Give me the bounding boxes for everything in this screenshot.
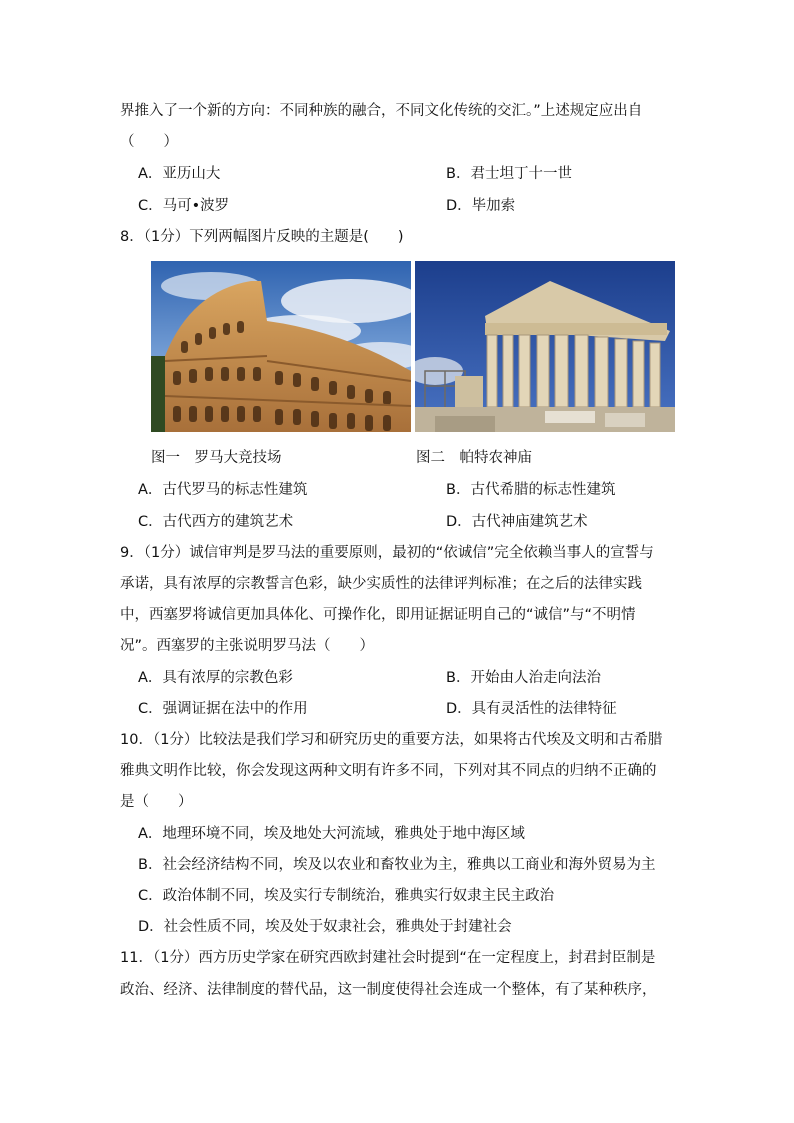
q8-option-b: B．古代希腊的标志性建筑 xyxy=(446,482,616,498)
colosseum-image xyxy=(151,261,411,432)
q8-option-c: C．古代西方的建筑艺术 xyxy=(138,514,294,530)
q7-option-d: D．毕加索 xyxy=(446,198,516,214)
q8-option-a: A．古代罗马的标志性建筑 xyxy=(138,482,308,498)
q9-option-d: D．具有灵活性的法律特征 xyxy=(446,701,617,717)
figure-2-caption: 图二 帕特农神庙 xyxy=(416,450,532,466)
q11-stem-line-2: 政治、经济、法律制度的替代品，这一制度使得社会连成一个整体，有了某种秩序， xyxy=(120,982,657,998)
parthenon-image xyxy=(415,261,675,432)
q9-option-b: B．开始由人治走向法治 xyxy=(446,670,601,686)
q7-stem-line-2: （ ） xyxy=(120,134,178,150)
q9-option-a: A．具有浓厚的宗教色彩 xyxy=(138,670,293,686)
q8-option-d: D．古代神庙建筑艺术 xyxy=(446,514,588,530)
q9-option-c: C．强调证据在法中的作用 xyxy=(138,701,308,717)
q10-option-a: A．地理环境不同，埃及地处大河流域，雅典处于地中海区域 xyxy=(138,826,525,842)
figure-1-caption: 图一 罗马大竞技场 xyxy=(151,450,282,466)
q9-stem-line-4: 况”。西塞罗的主张说明罗马法（ ） xyxy=(120,638,375,654)
q10-stem-line-3: 是（ ） xyxy=(120,794,193,810)
q10-stem-line-1: 10．（1分）比较法是我们学习和研究历史的重要方法，如果将古代埃及文明和古希腊 xyxy=(120,732,663,748)
q10-stem-line-2: 雅典文明作比较，你会发现这两种文明有许多不同，下列对其不同点的归纳不正确的 xyxy=(120,763,657,779)
q7-option-b: B．君士坦丁十一世 xyxy=(446,166,572,182)
q9-stem-line-2: 承诺，具有浓厚的宗教誓言色彩，缺少实质性的法律评判标准；在之后的法律实践 xyxy=(120,576,642,592)
q7-stem-line-1: 界推入了一个新的方向：不同种族的融合，不同文化传统的交汇。”上述规定应出自 xyxy=(120,103,643,119)
q10-option-b: B．社会经济结构不同，埃及以农业和畜牧业为主，雅典以工商业和海外贸易为主 xyxy=(138,857,656,873)
q7-option-c: C．马可•波罗 xyxy=(138,198,230,214)
q9-stem-line-3: 中，西塞罗将诚信更加具体化、可操作化，即用证据证明自己的“诚信”与“不明情 xyxy=(120,607,636,623)
q10-option-c: C．政治体制不同，埃及实行专制统治，雅典实行奴隶主民主政治 xyxy=(138,888,555,904)
q8-stem: 8．（1分）下列两幅图片反映的主题是( ) xyxy=(120,229,404,245)
q9-stem-line-1: 9．（1分）诚信审判是罗马法的重要原则，最初的“依诚信”完全依赖当事人的宣誓与 xyxy=(120,545,654,561)
q10-option-d: D．社会性质不同，埃及处于奴隶社会，雅典处于封建社会 xyxy=(138,919,512,935)
q7-option-a: A．亚历山大 xyxy=(138,166,221,182)
q11-stem-line-1: 11．（1分）西方历史学家在研究西欧封建社会时提到“在一定程度上，封君封臣制是 xyxy=(120,950,656,966)
